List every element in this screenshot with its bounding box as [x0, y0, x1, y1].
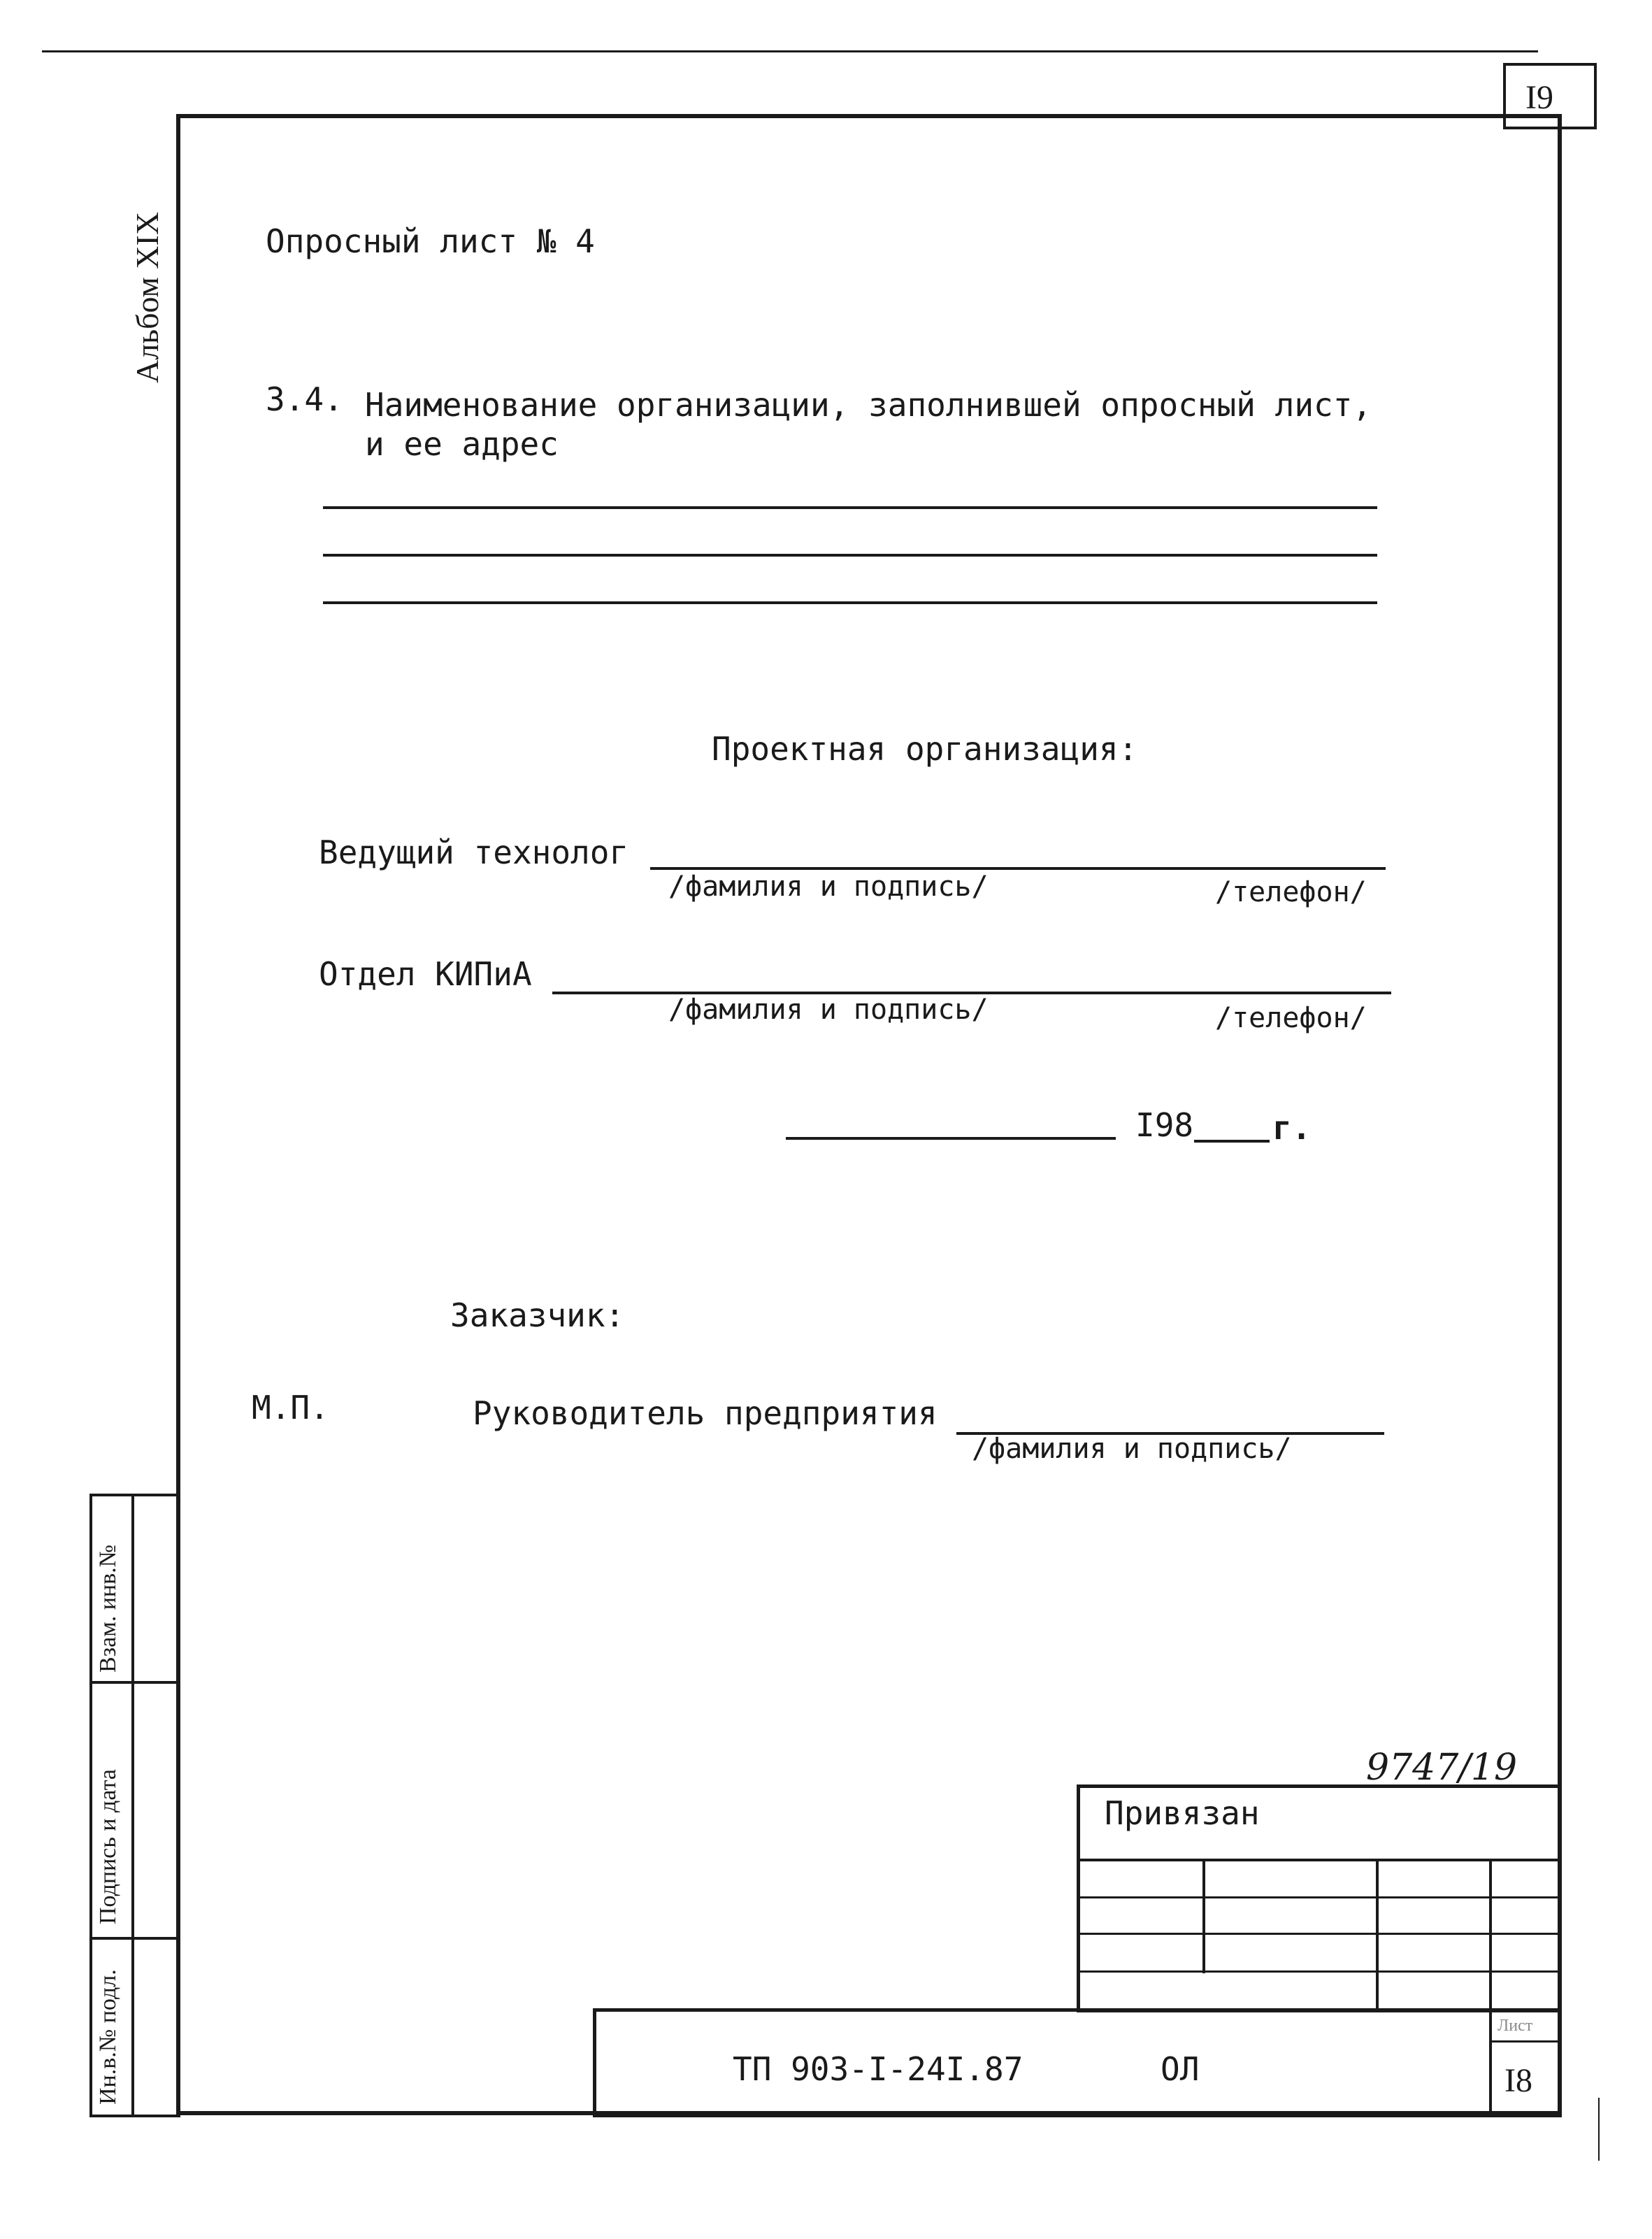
side-stamp-row-2: [89, 1937, 180, 1940]
section-number: 3.4.: [266, 380, 343, 418]
section-text-line1: Наименование организации, заполнившей опросный лист,: [365, 386, 1372, 424]
stamp-place: М.П.: [252, 1389, 329, 1426]
customer-heading: Заказчик:: [450, 1296, 625, 1334]
sheet-label-divider: [1489, 2040, 1562, 2043]
sheet-col-divider: [1489, 2008, 1492, 2117]
binding-col-2: [1376, 1859, 1379, 2012]
document-code: ТП 903-I-24I.87: [733, 2050, 1023, 2088]
side-stamp-divider: [131, 1494, 134, 2117]
date-year-suffix: г.: [1272, 1109, 1312, 1147]
sheet-label: Лист: [1497, 2017, 1533, 2035]
side-stamp-row-1: [89, 1681, 180, 1684]
kip-department-label: Отдел КИПиА: [319, 955, 532, 993]
lead-technologist-line: [650, 867, 1386, 870]
date-year-prefix: I98: [1135, 1106, 1194, 1144]
form-title: Опросный лист № 4: [266, 222, 595, 260]
kip-department-name-hint: /фамилия и подпись/: [668, 994, 989, 1026]
lead-technologist-name-hint: /фамилия и подпись/: [668, 871, 989, 903]
address-line-2: [323, 554, 1377, 557]
address-line-1: [323, 506, 1377, 509]
binding-col-3: [1489, 1859, 1492, 2012]
page-number-top: I9: [1525, 79, 1553, 116]
side-stamp-cell-1: Взам. инв.№: [95, 1544, 121, 1673]
sheet-number: I8: [1504, 2062, 1532, 2099]
handwritten-number: 9747/19: [1366, 1747, 1518, 1789]
album-label: Альбом XIX: [129, 211, 165, 383]
side-stamp-cell-2: Подпись и дата: [95, 1769, 121, 1924]
address-line-3: [323, 601, 1377, 604]
lead-technologist-label: Ведущий технолог: [319, 834, 629, 871]
date-year-blank: [1194, 1140, 1270, 1143]
section-text-line2: и ее адрес: [365, 425, 559, 463]
document-mark: ОЛ: [1161, 2050, 1200, 2088]
kip-department-phone-hint: /телефон/: [1215, 1002, 1367, 1034]
enterprise-head-label: Руководитель предприятия: [473, 1394, 938, 1432]
binding-label: Привязан: [1105, 1794, 1260, 1832]
enterprise-head-name-hint: /фамилия и подпись/: [972, 1433, 1292, 1465]
binding-col-1: [1202, 1859, 1205, 1973]
page-top-edge: [42, 50, 1538, 52]
lead-technologist-phone-hint: /телефон/: [1215, 876, 1367, 908]
side-stamp-cell-3: Ин.в.№ подл.: [95, 1969, 121, 2105]
page-right-edge: [1598, 2098, 1600, 2161]
date-line: [786, 1137, 1116, 1140]
design-org-heading: Проектная организация:: [712, 730, 1138, 768]
